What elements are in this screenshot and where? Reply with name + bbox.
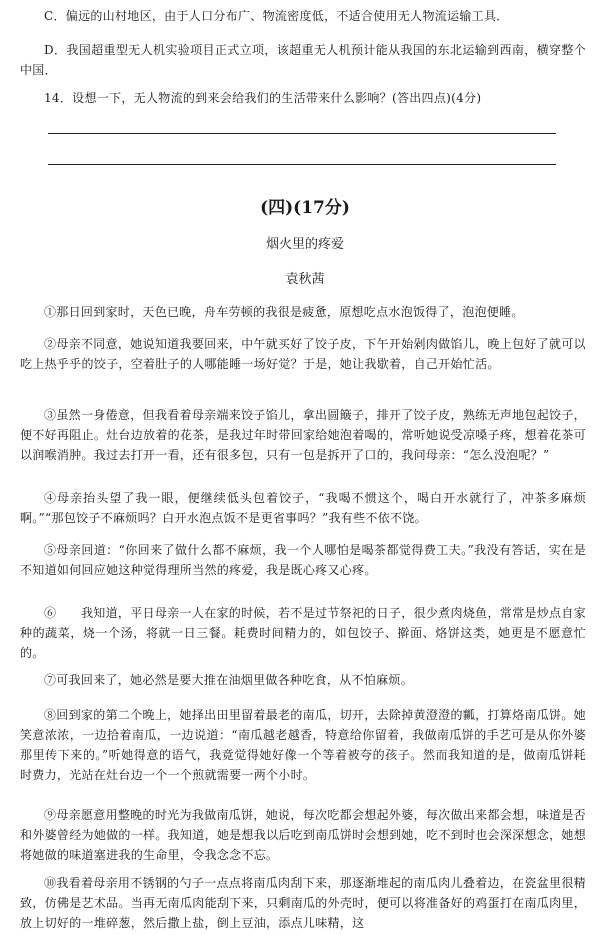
option-c: C．偏远的山村地区，由于人口分布广、物流密度低，不适合使用无人物流运输工具．	[44, 9, 509, 23]
option-d: D．我国超重型无人机实验项目正式立项，该超重无人机预计能从我国的东北运输到西南，横穿整个中国．	[20, 43, 586, 77]
paragraph-10: ⑩我看着母亲用不锈钢的勺子一点点将南瓜肉刮下来，那逐渐堆起的南瓜肉儿叠着边，在瓷盆里很精致，仿佛是艺术品。当再无南瓜肉能刮下来，只剩南瓜的外壳时，便可以将准备好的鸡蛋打在南瓜肉里，放上切好的一堆碎葱，然后撒上盐，倒上豆油，添点儿味精，这	[20, 876, 586, 930]
paragraph-7: ⑦可我回来了，她必然是要大推在油烟里做各种吃食，从不怕麻烦。	[44, 673, 414, 687]
paragraph-3: ③虽然一身倦意，但我看着母亲端来饺子馅儿，拿出圆簸子，排开了饺子皮，熟练无声地包起饺子，便不好再阻止。灶台边放着的花茶，是我过年时带回家给她泡着喝的，常听她说受凉嗓子疼，想着花茶可以润喉消肿。我过去打开一看，还有很多包，只有一包是拆开了口的，我问母亲：“怎么没泡呢？”	[20, 408, 586, 462]
essay-title: 烟火里的疼爱	[265, 237, 344, 252]
answer-line-1	[48, 133, 556, 134]
question-14: 14．设想一下，无人物流的到来会给我们的生活带来什么影响？(答出四点)(4分)	[44, 91, 482, 105]
paragraph-9: ⑨母亲愿意用整晚的时光为我做南瓜饼，她说，每次吃都会想起外婆，每次做出来都会想，味道是否和外婆曾经为她做的一样。我知道，她是想我以后吃到南瓜饼时会想到她，吃不到时也会深深想念，她想将她做的味道塞进我的生命里，令我念念不忘。	[20, 808, 586, 862]
paragraph-6: ⑥ 我知道，平日母亲一人在家的时候，若不是过节祭祀的日子，很少煮肉烧鱼，常常是炒点自家种的蔬菜，烧一个汤，将就一日三餐。耗费时间精力的，如包饺子、擀面、烙饼这类，她更是不愿意忙的。	[20, 606, 586, 660]
paragraph-4: ④母亲抬头望了我一眼，便继续低头包着饺子，“我喝不惯这个，喝白开水就行了，冲茶多麻烦啊。”“那包饺子不麻烦吗？白开水泡点饭不是更省事吗？”我有些不依不饶。	[20, 491, 586, 525]
paragraph-5: ⑤母亲回道：“你回来了做什么都不麻烦，我一个人哪怕是喝茶都觉得费工夫。”我没有答话，实在是不知道如何回应她这种觉得理所当然的疼爱，我是既心疼又心疼。	[20, 543, 586, 577]
paragraph-2: ②母亲不同意，她说知道我要回来，中午就买好了饺子皮，下午开始剁肉做馅儿，晚上包好了就可以吃上热乎乎的饺子，空着肚子的人哪能睡一场好觉？于是，她让我歇着，自己开始忙活。	[20, 337, 586, 371]
section-title: (四)(17分)	[260, 198, 350, 218]
essay-author: 袁秋茜	[285, 272, 325, 287]
paragraph-8: ⑧回到家的第二个晚上，她择出田里留着最老的南瓜，切开，去除掉黄澄澄的瓤，打算烙南瓜饼。她笑意浓浓，一边拾着南瓜，一边说道：“南瓜越老越香，特意给你留着，我做南瓜饼的手艺可是从你外婆那里传下来的。”听她得意的语气，我竟觉得她好像一个等着被夸的孩子。然而我知道的是，做南瓜饼耗时费力，光站在灶台边一个一个煎就需要一两个小时。	[20, 708, 586, 782]
paragraph-1: ①那日回到家时，天色已晚，舟车劳顿的我很是疲惫，原想吃点水泡饭得了，泡泡便睡。	[44, 305, 524, 319]
answer-line-2	[48, 164, 556, 165]
